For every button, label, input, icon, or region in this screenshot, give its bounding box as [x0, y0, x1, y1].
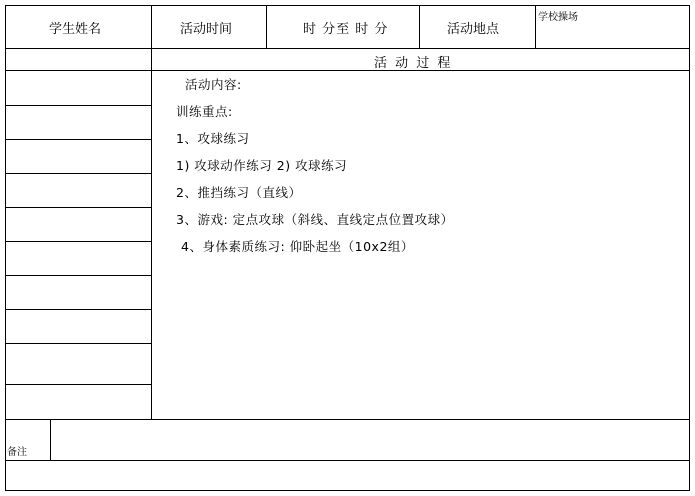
content-line: 1) 攻球动作练习 2) 攻球练习: [176, 158, 348, 173]
content-line: 活动内容:: [185, 77, 242, 92]
left-row-rule: [5, 309, 151, 310]
left-row-rule: [5, 173, 151, 174]
left-row-rule: [5, 384, 151, 385]
content-line: 4、身体素质练习: 仰卧起坐（10x2组）: [181, 239, 414, 254]
left-row-rule: [5, 343, 151, 344]
content-line: 2、推挡练习（直线）: [176, 185, 302, 200]
remarks-bottom-rule: [5, 460, 690, 461]
header-bottom-rule: [5, 48, 690, 49]
left-column-divider: [151, 5, 152, 419]
time-range-label: 时 分至 时 分: [303, 22, 389, 37]
left-row-rule: [5, 241, 151, 242]
process-header-rule: [5, 70, 690, 71]
time-column-divider: [266, 5, 267, 48]
content-line: 1、攻球练习: [176, 131, 250, 146]
content-line: 训练重点:: [176, 104, 233, 119]
left-row-rule: [5, 207, 151, 208]
location-value: 学校操场: [538, 12, 578, 23]
location-column-divider: [419, 5, 420, 48]
left-row-rule: [5, 139, 151, 140]
student-name-label: 学生姓名: [49, 22, 102, 37]
remarks-top-rule: [5, 419, 690, 420]
remarks-label: 备注: [7, 447, 27, 458]
activity-time-label: 活动时间: [180, 22, 233, 37]
left-row-rule: [5, 275, 151, 276]
remarks-divider: [50, 419, 51, 460]
content-line: 3、游戏: 定点攻球（斜线、直线定点位置攻球）: [176, 212, 454, 227]
process-label: 活 动 过 程: [374, 56, 453, 71]
location-value-divider: [535, 5, 536, 48]
location-label: 活动地点: [447, 22, 500, 37]
left-row-rule: [5, 105, 151, 106]
